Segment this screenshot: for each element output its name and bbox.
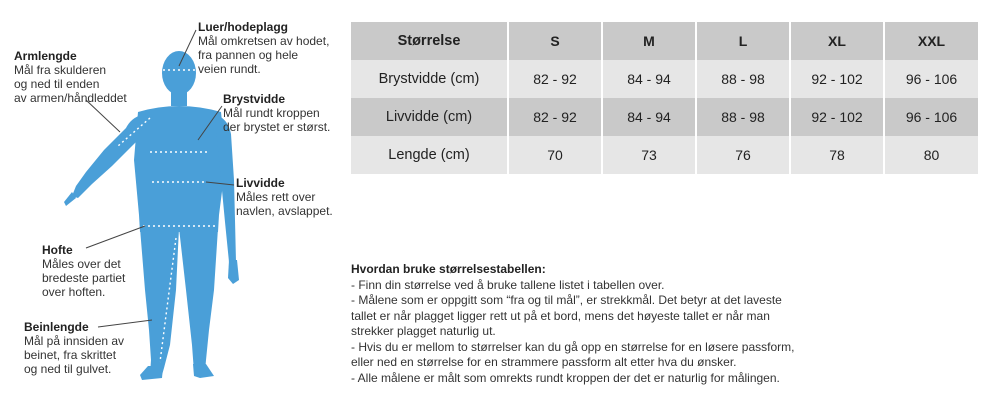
callout-inseam-desc: Mål på innsiden av beinet, fra skrittet og ned til gulvet. [24, 334, 125, 376]
header-cell: S [508, 22, 602, 60]
table-cell: 88 - 98 [696, 98, 790, 136]
instruction-line: - Hvis du er mellom to størrelser kan du gå opp en størrelse for en løsere passform, [351, 339, 795, 354]
callout-arm-title: Armlengde [14, 49, 77, 63]
table-row [351, 136, 978, 174]
callout-inseam [24, 320, 124, 376]
callout-hat-title: Luer/hodeplagg [198, 20, 288, 34]
callout-arm [14, 49, 127, 105]
callout-chest [223, 92, 330, 134]
instruction-line: - Finn din størrelse ved å bruke tallene listet i tabellen over. [351, 277, 665, 292]
instructions-heading: Hvordan bruke størrelsestabellen: [351, 262, 546, 276]
instructions-block [351, 262, 911, 386]
callout-hip-title: Hofte [42, 243, 73, 257]
header-cell: M [602, 22, 696, 60]
table-cell: 88 - 98 [696, 60, 790, 98]
header-cell: L [696, 22, 790, 60]
table-cell: 70 [508, 136, 602, 174]
callout-hip [42, 243, 125, 299]
callout-inseam-title: Beinlengde [24, 320, 89, 334]
callout-chest-desc: Mål rundt kroppen der brystet er størst. [223, 106, 331, 134]
table-cell: 82 - 92 [508, 60, 602, 98]
callout-hat-desc: Mål omkretsen av hodet, fra pannen og hele veien rundt. [198, 34, 330, 76]
callout-chest-title: Brystvidde [223, 92, 286, 106]
instruction-line: eller ned en størrelse for en strammere passform alt etter hva du ønsker. [351, 355, 737, 369]
table-cell: 96 - 106 [884, 98, 978, 136]
instruction-line: strekker plagget naturlig ut. [351, 324, 496, 338]
table-cell: 92 - 102 [790, 60, 884, 98]
header-cell: XXL [884, 22, 978, 60]
table-cell: 78 [790, 136, 884, 174]
callout-hip-desc: Måles over det bredeste partiet over hoften. [42, 257, 126, 299]
instruction-line: - Målene som er oppgitt som “fra og til mål”, er strekkmål. Det betyr at det laveste [351, 293, 782, 307]
row-label: Brystvidde (cm) [351, 60, 508, 98]
instruction-line: - Alle målene er målt som omrekts rundt kroppen der det er naturlig for målingen. [351, 370, 780, 385]
table-row [351, 60, 978, 98]
table-cell: 80 [884, 136, 978, 174]
table-header-row [351, 22, 978, 60]
table-cell: 84 - 94 [602, 98, 696, 136]
header-cell: Størrelse [351, 22, 508, 60]
row-label: Lengde (cm) [351, 136, 508, 174]
callout-arm-desc: Mål fra skulderen og ned til enden av armen/håndleddet [14, 63, 127, 105]
table-cell: 82 - 92 [508, 98, 602, 136]
size-chart-table [351, 22, 978, 174]
header-cell: XL [790, 22, 884, 60]
table-cell: 84 - 94 [602, 60, 696, 98]
table-cell: 76 [696, 136, 790, 174]
table-cell: 96 - 106 [884, 60, 978, 98]
body-measurement-figure [0, 0, 360, 406]
table-cell: 73 [602, 136, 696, 174]
callout-waist-title: Livvidde [236, 176, 285, 190]
callout-hat [198, 20, 329, 76]
instruction-line: tallet er når plagget ligger rett ut på et bord, mens det høyeste tallet er når man [351, 308, 770, 323]
table-cell: 92 - 102 [790, 98, 884, 136]
row-label: Livvidde (cm) [351, 98, 508, 136]
callout-waist [236, 176, 333, 218]
callout-waist-desc: Måles rett over navlen, avslappet. [236, 190, 333, 218]
table-row [351, 98, 978, 136]
